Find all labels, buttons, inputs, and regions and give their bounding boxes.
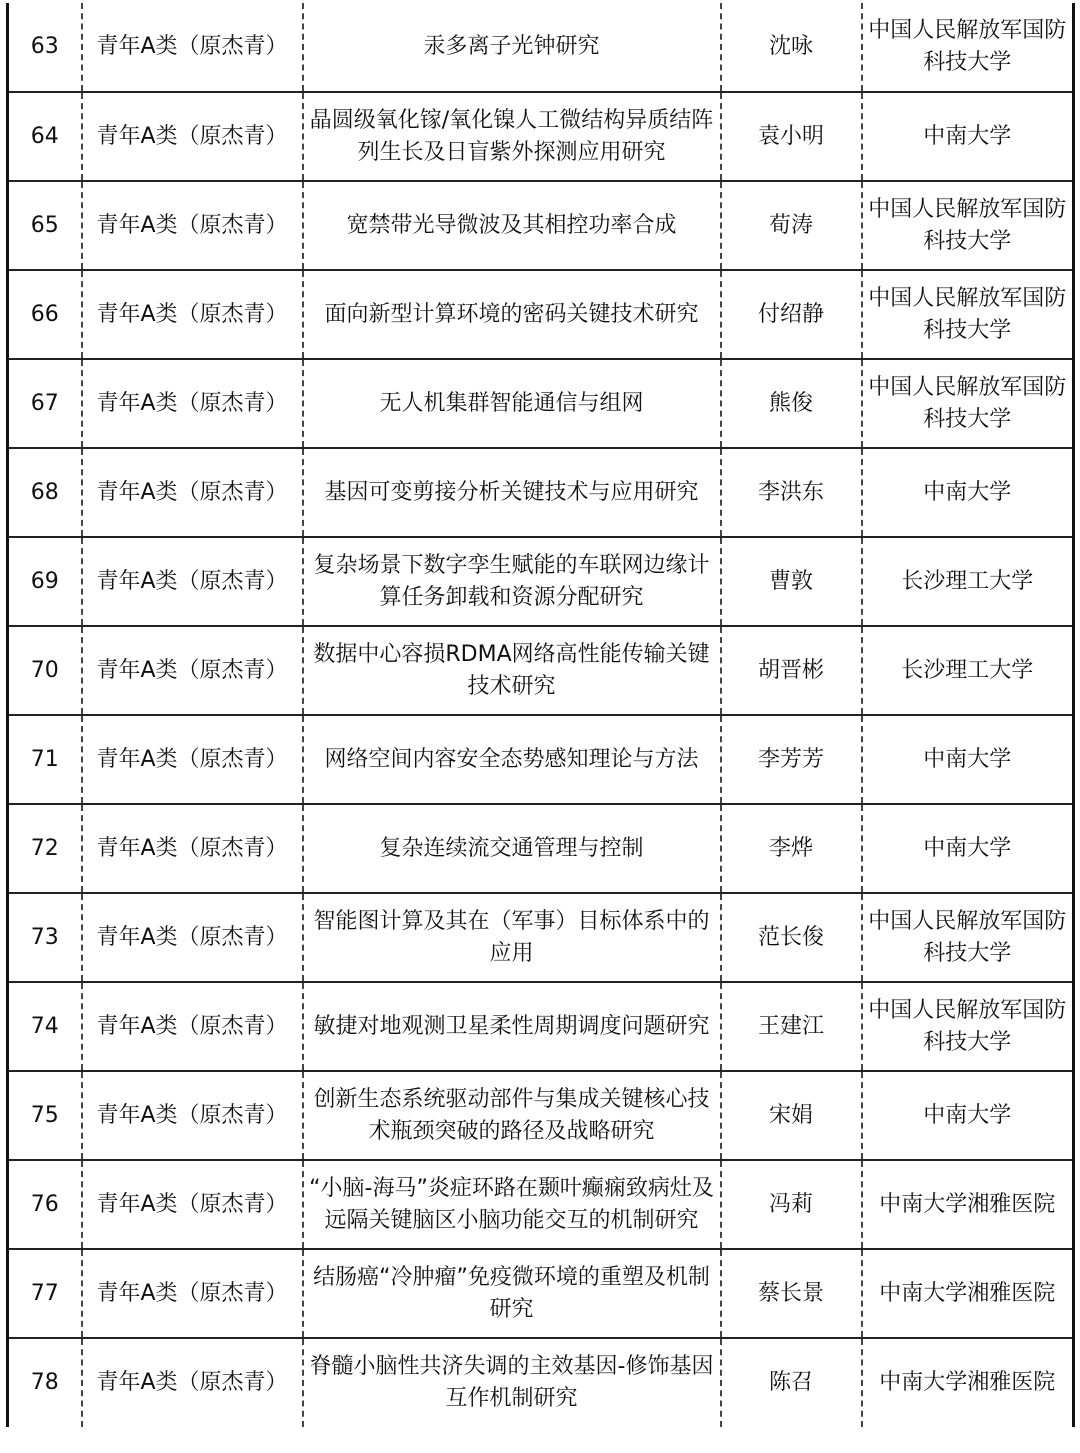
cell-organization: 长沙理工大学 xyxy=(862,537,1074,626)
cell-project-title: 数据中心容损RDMA网络高性能传输关键技术研究 xyxy=(303,626,721,715)
cell-number: 69 xyxy=(8,537,82,626)
cell-project-title: 脊髓小脑性共济失调的主效基因-修饰基因互作机制研究 xyxy=(303,1338,721,1427)
cell-project-title: 面向新型计算环境的密码关键技术研究 xyxy=(303,270,721,359)
table-row xyxy=(8,1338,1074,1427)
cell-category: 青年A类（原杰青） xyxy=(82,92,303,181)
cell-organization: 中南大学 xyxy=(862,715,1074,804)
cell-person-name: 袁小明 xyxy=(721,92,862,181)
table-row xyxy=(8,92,1074,181)
cell-organization: 中国人民解放军国防科技大学 xyxy=(862,270,1074,359)
cell-number: 77 xyxy=(8,1249,82,1338)
cell-number: 64 xyxy=(8,92,82,181)
cell-person-name: 胡晋彬 xyxy=(721,626,862,715)
cell-person-name: 冯莉 xyxy=(721,1160,862,1249)
cell-organization: 中国人民解放军国防科技大学 xyxy=(862,893,1074,982)
table-row xyxy=(8,804,1074,893)
cell-person-name: 王建江 xyxy=(721,982,862,1071)
cell-person-name: 沈咏 xyxy=(721,3,862,92)
cell-category: 青年A类（原杰青） xyxy=(82,1249,303,1338)
cell-organization: 中国人民解放军国防科技大学 xyxy=(862,3,1074,92)
cell-category: 青年A类（原杰青） xyxy=(82,270,303,359)
cell-project-title: 基因可变剪接分析关键技术与应用研究 xyxy=(303,448,721,537)
cell-project-title: 宽禁带光导微波及其相控功率合成 xyxy=(303,181,721,270)
cell-number: 73 xyxy=(8,893,82,982)
cell-project-title: 网络空间内容安全态势感知理论与方法 xyxy=(303,715,721,804)
cell-project-title: 无人机集群智能通信与组网 xyxy=(303,359,721,448)
cell-organization: 中国人民解放军国防科技大学 xyxy=(862,982,1074,1071)
cell-person-name: 李芳芳 xyxy=(721,715,862,804)
table-row xyxy=(8,181,1074,270)
cell-project-title: 晶圆级氧化镓/氧化镍人工微结构异质结阵列生长及日盲紫外探测应用研究 xyxy=(303,92,721,181)
cell-category: 青年A类（原杰青） xyxy=(82,359,303,448)
cell-person-name: 付绍静 xyxy=(721,270,862,359)
cell-category: 青年A类（原杰青） xyxy=(82,181,303,270)
cell-person-name: 范长俊 xyxy=(721,893,862,982)
cell-organization: 中南大学 xyxy=(862,92,1074,181)
cell-category: 青年A类（原杰青） xyxy=(82,626,303,715)
table-row xyxy=(8,715,1074,804)
cell-category: 青年A类（原杰青） xyxy=(82,804,303,893)
cell-category: 青年A类（原杰青） xyxy=(82,448,303,537)
cell-person-name: 熊俊 xyxy=(721,359,862,448)
table-row xyxy=(8,982,1074,1071)
table-row xyxy=(8,1071,1074,1160)
table-row xyxy=(8,448,1074,537)
cell-number: 75 xyxy=(8,1071,82,1160)
cell-category: 青年A类（原杰青） xyxy=(82,715,303,804)
cell-category: 青年A类（原杰青） xyxy=(82,1071,303,1160)
cell-number: 72 xyxy=(8,804,82,893)
cell-category: 青年A类（原杰青） xyxy=(82,3,303,92)
cell-project-title: 智能图计算及其在（军事）目标体系中的应用 xyxy=(303,893,721,982)
cell-organization: 中南大学湘雅医院 xyxy=(862,1160,1074,1249)
cell-number: 67 xyxy=(8,359,82,448)
cell-organization: 长沙理工大学 xyxy=(862,626,1074,715)
cell-organization: 中南大学 xyxy=(862,448,1074,537)
cell-category: 青年A类（原杰青） xyxy=(82,982,303,1071)
cell-organization: 中南大学湘雅医院 xyxy=(862,1338,1074,1427)
project-table xyxy=(6,3,1075,1427)
cell-organization: 中南大学湘雅医院 xyxy=(862,1249,1074,1338)
cell-number: 66 xyxy=(8,270,82,359)
cell-number: 78 xyxy=(8,1338,82,1427)
cell-person-name: 蔡长景 xyxy=(721,1249,862,1338)
cell-number: 74 xyxy=(8,982,82,1071)
cell-project-title: 汞多离子光钟研究 xyxy=(303,3,721,92)
cell-organization: 中国人民解放军国防科技大学 xyxy=(862,181,1074,270)
cell-person-name: 曹敦 xyxy=(721,537,862,626)
cell-number: 65 xyxy=(8,181,82,270)
table-row xyxy=(8,1249,1074,1338)
cell-project-title: 敏捷对地观测卫星柔性周期调度问题研究 xyxy=(303,982,721,1071)
cell-number: 68 xyxy=(8,448,82,537)
table-row xyxy=(8,1160,1074,1249)
cell-person-name: 陈召 xyxy=(721,1338,862,1427)
cell-number: 70 xyxy=(8,626,82,715)
table-row xyxy=(8,626,1074,715)
cell-number: 71 xyxy=(8,715,82,804)
cell-project-title: 复杂连续流交通管理与控制 xyxy=(303,804,721,893)
cell-project-title: 结肠癌“冷肿瘤”免疫微环境的重塑及机制研究 xyxy=(303,1249,721,1338)
table-row xyxy=(8,3,1074,92)
table-row xyxy=(8,537,1074,626)
cell-category: 青年A类（原杰青） xyxy=(82,1338,303,1427)
cell-project-title: “小脑-海马”炎症环路在颞叶癫痫致病灶及远隔关键脑区小脑功能交互的机制研究 xyxy=(303,1160,721,1249)
cell-person-name: 李烨 xyxy=(721,804,862,893)
cell-person-name: 宋娟 xyxy=(721,1071,862,1160)
cell-category: 青年A类（原杰青） xyxy=(82,537,303,626)
cell-number: 76 xyxy=(8,1160,82,1249)
cell-category: 青年A类（原杰青） xyxy=(82,1160,303,1249)
cell-organization: 中南大学 xyxy=(862,1071,1074,1160)
cell-organization: 中南大学 xyxy=(862,804,1074,893)
cell-number: 63 xyxy=(8,3,82,92)
table-row xyxy=(8,270,1074,359)
cell-person-name: 荀涛 xyxy=(721,181,862,270)
cell-project-title: 复杂场景下数字孪生赋能的车联网边缘计算任务卸载和资源分配研究 xyxy=(303,537,721,626)
cell-category: 青年A类（原杰青） xyxy=(82,893,303,982)
cell-person-name: 李洪东 xyxy=(721,448,862,537)
table-row xyxy=(8,893,1074,982)
table-row xyxy=(8,359,1074,448)
cell-project-title: 创新生态系统驱动部件与集成关键核心技术瓶颈突破的路径及战略研究 xyxy=(303,1071,721,1160)
table-body xyxy=(8,3,1074,1427)
cell-organization: 中国人民解放军国防科技大学 xyxy=(862,359,1074,448)
